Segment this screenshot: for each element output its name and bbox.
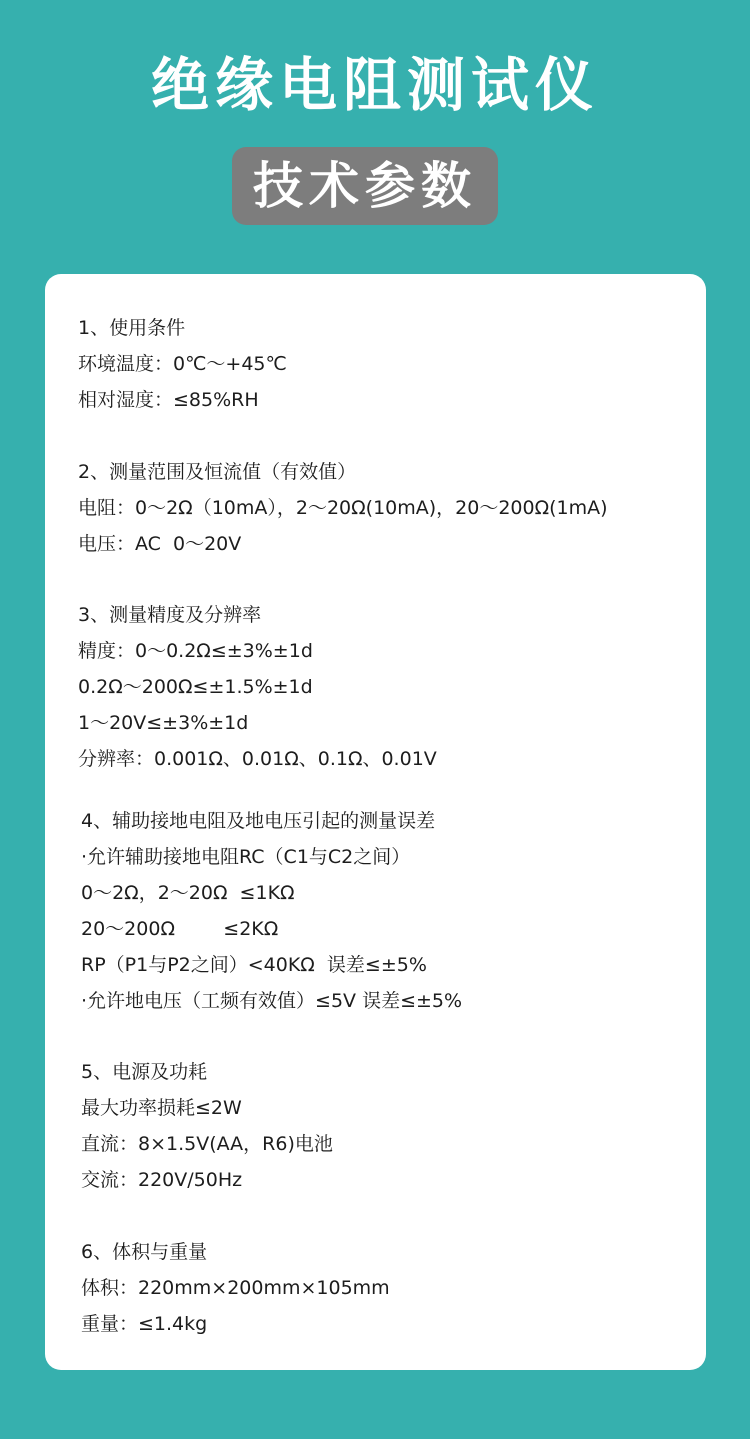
spec-line: 最大功率损耗≤2W [81, 1097, 242, 1119]
spec-line: ·允许辅助接地电阻RC（C1与C2之间） [81, 846, 411, 868]
section-heading: 4、辅助接地电阻及地电压引起的测量误差 [81, 810, 436, 832]
spec-line: 电阻：0～2Ω（10mA），2～20Ω(10mA)，20～200Ω(1mA) [78, 497, 608, 519]
section-heading: 6、体积与重量 [81, 1241, 208, 1263]
spec-card [45, 274, 706, 1370]
spec-line: 精度：0～0.2Ω≤±3%±1d [78, 640, 313, 662]
spec-line: 20～200Ω ≤2KΩ [81, 918, 279, 940]
spec-line: 直流：8×1.5V(AA，R6)电池 [81, 1133, 333, 1155]
spec-line: 相对湿度：≤85%RH [78, 389, 259, 411]
spec-line: RP（P1与P2之间）<40KΩ 误差≤±5% [81, 954, 427, 976]
spec-line: 电压：AC 0～20V [78, 533, 242, 555]
spec-section-size-weight [81, 1234, 390, 1342]
page-title: 绝缘电阻测试仪 [150, 51, 599, 119]
spec-section-measurement-range [78, 454, 608, 562]
spec-line: 重量：≤1.4kg [81, 1313, 208, 1335]
spec-line: 0～2Ω，2～20Ω ≤1KΩ [81, 882, 295, 904]
spec-section-power [81, 1054, 333, 1198]
section-heading: 1、使用条件 [78, 317, 186, 339]
spec-line: 1～20V≤±3%±1d [78, 712, 249, 734]
section-heading: 3、测量精度及分辨率 [78, 604, 262, 626]
spec-line: 环境温度：0℃～+45℃ [78, 353, 287, 375]
spec-section-accuracy-resolution [78, 597, 437, 777]
spec-line: 交流：220V/50Hz [81, 1169, 243, 1191]
spec-line: 体积：220mm×200mm×105mm [81, 1277, 390, 1299]
spec-section-grounding-error [81, 803, 462, 1019]
spec-line: ·允许地电压（工频有效值）≤5V 误差≤±5% [81, 990, 463, 1012]
spec-line: 分辨率：0.001Ω、0.01Ω、0.1Ω、0.01V [78, 748, 437, 770]
subtitle-badge [232, 147, 498, 225]
spec-line: 0.2Ω～200Ω≤±1.5%±1d [78, 676, 313, 698]
spec-section-usage-conditions [78, 310, 287, 418]
section-heading: 2、测量范围及恒流值（有效值） [78, 461, 357, 483]
page-subtitle: 技术参数 [253, 156, 477, 215]
section-heading: 5、电源及功耗 [81, 1061, 208, 1083]
